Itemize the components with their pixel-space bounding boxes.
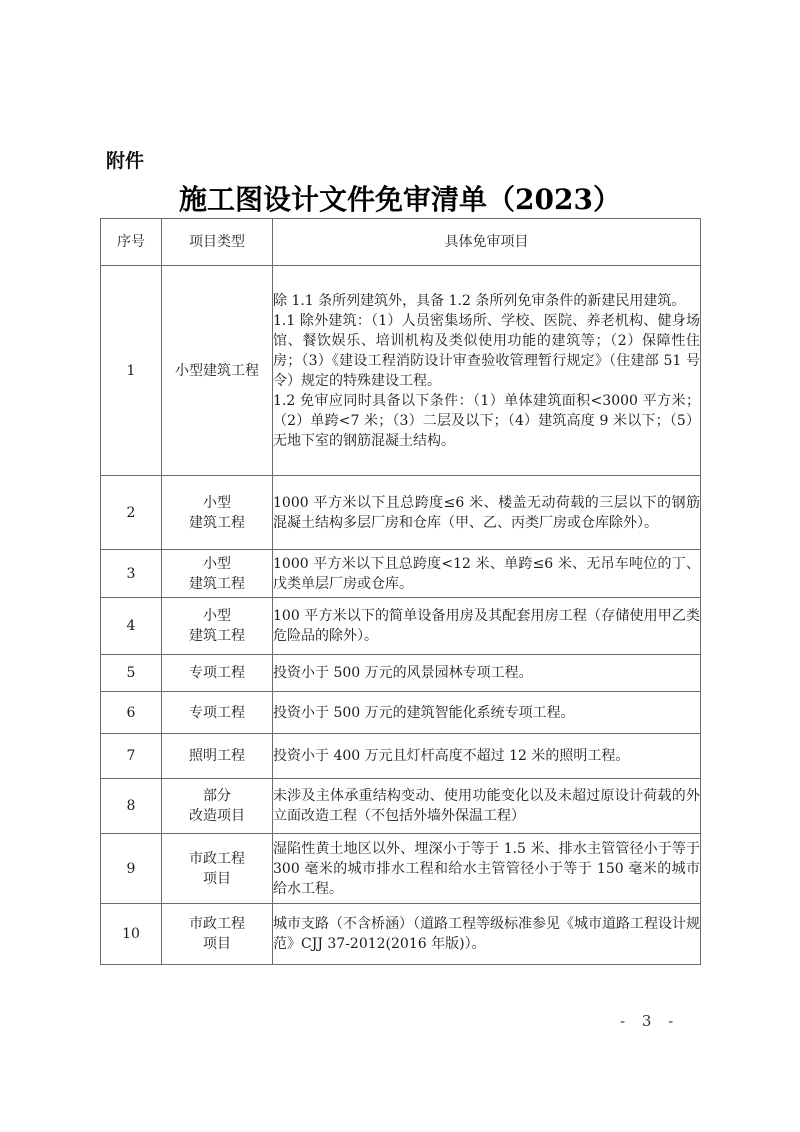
row-project-type: 专项工程 (162, 655, 273, 692)
row-serial-number: 1 (101, 266, 162, 476)
row-project-type: 小型 建筑工程 (162, 598, 273, 655)
row-project-type: 部分 改造项目 (162, 779, 273, 834)
row-exempt-item: 100 平方米以下的简单设备用房及其配套用房工程（存储使用甲乙类危险品的除外）。 (273, 598, 701, 655)
row-project-type: 市政工程 项目 (162, 904, 273, 965)
document-title: 施工图设计文件免审清单（2023） (179, 183, 621, 216)
table-row (101, 834, 701, 904)
row-serial-number: 8 (101, 779, 162, 834)
row-exempt-item: 1000 平方米以下且总跨度<12 米、单跨≤6 米、无吊车吨位的丁、戊类单层厂房或仓库。 (273, 550, 701, 598)
header-exempt-item: 具体免审项目 (273, 219, 701, 266)
row-serial-number: 7 (101, 734, 162, 779)
row-exempt-item: 未涉及主体承重结构变动、使用功能变化以及未超过原设计荷载的外立面改造工程（不包括外墙外保温工程） (273, 779, 701, 834)
table-header-row (101, 219, 701, 266)
row-project-type: 小型 建筑工程 (162, 476, 273, 550)
row-project-type: 小型建筑工程 (162, 266, 273, 476)
row-serial-number: 6 (101, 692, 162, 734)
table-row (101, 779, 701, 834)
row-serial-number: 2 (101, 476, 162, 550)
row-exempt-item: 投资小于 500 万元的风景园林专项工程。 (273, 655, 701, 692)
exemption-table (100, 218, 701, 965)
row-project-type: 照明工程 (162, 734, 273, 779)
row-serial-number: 10 (101, 904, 162, 965)
table-row (101, 598, 701, 655)
header-project-type: 项目类型 (162, 219, 273, 266)
row-project-type: 小型 建筑工程 (162, 550, 273, 598)
header-serial-number: 序号 (101, 219, 162, 266)
row-exempt-item: 城市支路（不含桥涵）（道路工程等级标准参见《城市道路工程设计规范》CJJ 37-2012(2016 年版)）。 (273, 904, 701, 965)
row-exempt-item: 投资小于 400 万元且灯杆高度不超过 12 米的照明工程。 (273, 734, 701, 779)
page-number: - 3 - (620, 1012, 680, 1030)
row-serial-number: 9 (101, 834, 162, 904)
row-exempt-item: 1000 平方米以下且总跨度≤6 米、楼盖无动荷载的三层以下的钢筋混凝土结构多层厂房和仓库（甲、乙、丙类厂房或仓库除外）。 (273, 476, 701, 550)
row-exempt-item: 除 1.1 条所列建筑外，具备 1.2 条所列免审条件的新建民用建筑。 1.1 除外建筑：（1）人员密集场所、学校、医院、养老机构、健身场馆、餐饮娱乐、培训机构及类似使用功能的建筑等；（2）保障性住房；（3）《建设工程消防设计审查验收管理暂行规定》（住建部 51 号令）规定的特殊建设工程。 1.2 免审应同时具备以下条件：（1）单体建筑面积<3000 平方米；（2）单跨<7 米；（3）二层及以下；（4）建筑高度 9 米以下；（5）无地下室的钢筋混凝土结构。 (273, 266, 701, 476)
row-serial-number: 4 (101, 598, 162, 655)
row-project-type: 专项工程 (162, 692, 273, 734)
row-exempt-item: 投资小于 500 万元的建筑智能化系统专项工程。 (273, 692, 701, 734)
table-row (101, 550, 701, 598)
table-row (101, 904, 701, 965)
attachment-label: 附件 (106, 150, 145, 172)
table-row (101, 692, 701, 734)
table-row (101, 655, 701, 692)
row-exempt-item: 湿陷性黄土地区以外、埋深小于等于 1.5 米、排水主管管径小于等于 300 毫米的城市排水工程和给水主管管径小于等于 150 毫米的城市给水工程。 (273, 834, 701, 904)
row-serial-number: 3 (101, 550, 162, 598)
table-row (101, 734, 701, 779)
row-project-type: 市政工程 项目 (162, 834, 273, 904)
row-serial-number: 5 (101, 655, 162, 692)
table-row (101, 266, 701, 476)
table-row (101, 476, 701, 550)
